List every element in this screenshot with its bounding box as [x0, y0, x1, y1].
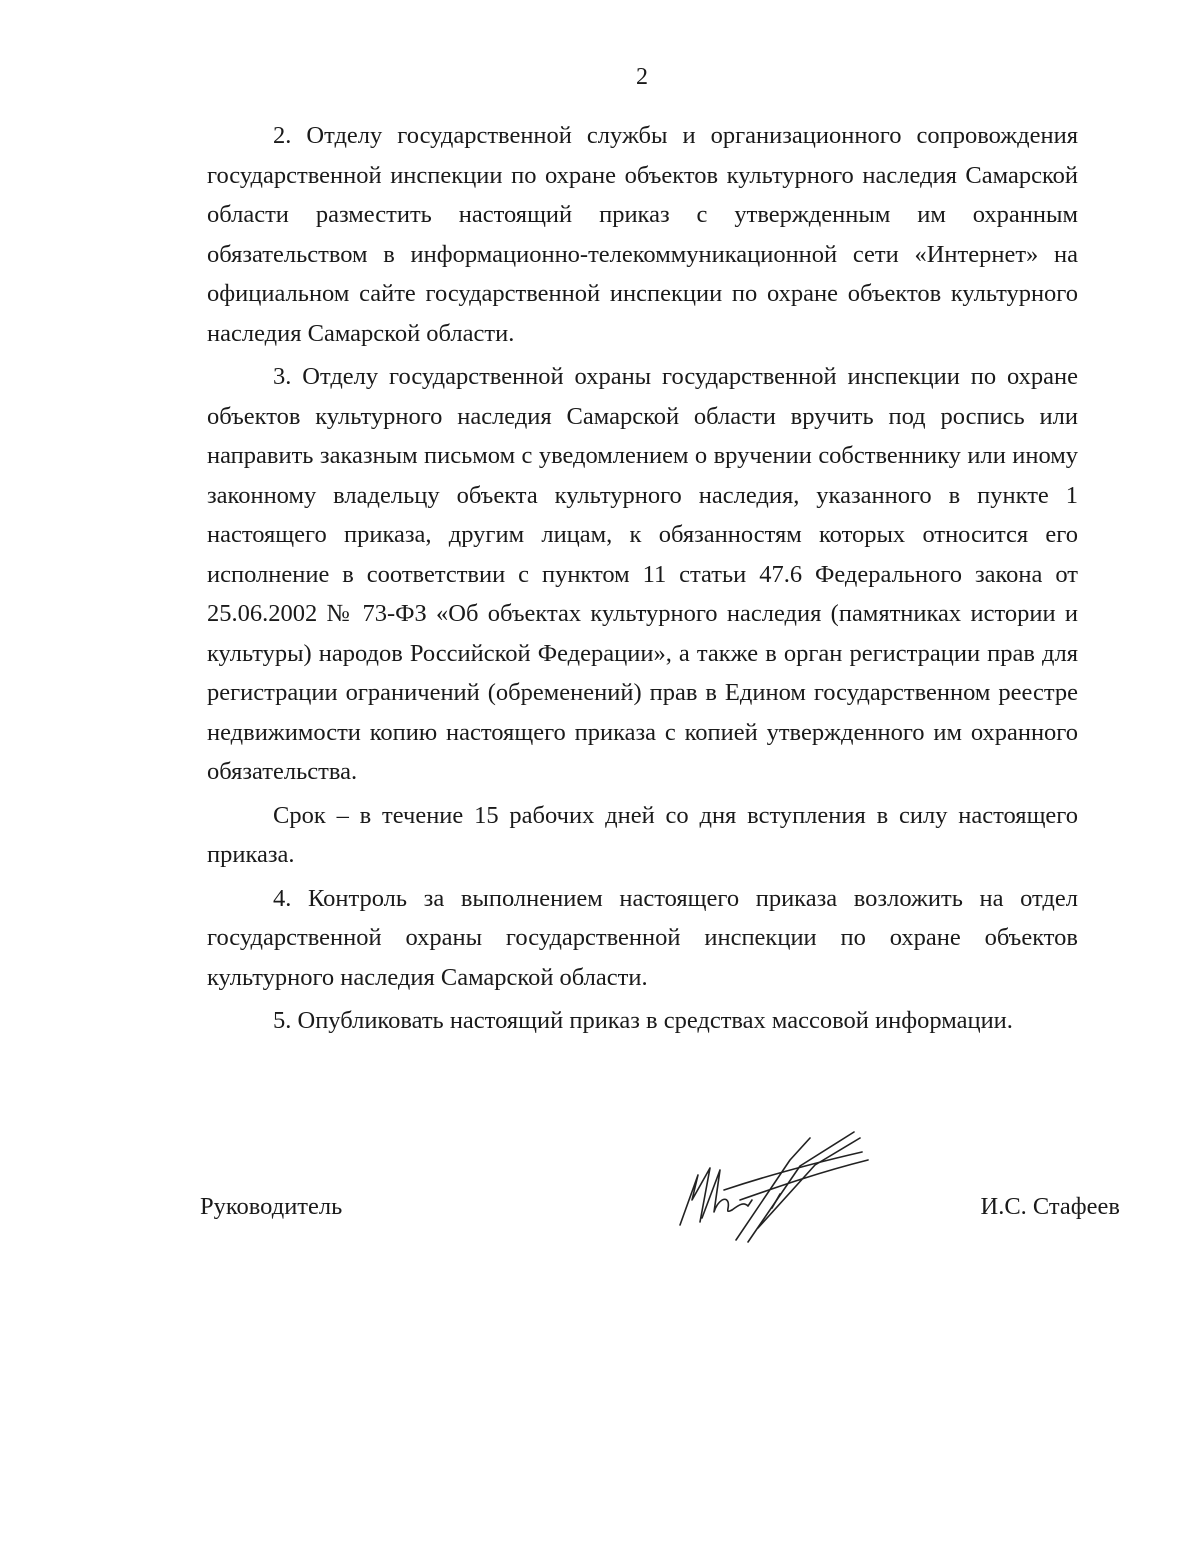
signer-name: И.С. Стафеев: [980, 1193, 1120, 1220]
paragraph-item-5: 5. Опубликовать настоящий приказ в средствах массовой информации.: [273, 1007, 1013, 1034]
signature-block: [200, 1130, 1120, 1260]
paragraph-deadline: Срок – в течение 15 рабочих дней со дня вступления в силу настоящего приказа.: [207, 801, 1078, 868]
page-number: 2: [636, 64, 648, 90]
signer-position: Руководитель: [200, 1193, 343, 1220]
handwritten-signature: [640, 1130, 870, 1250]
document-body: [207, 116, 1078, 1045]
paragraph-item-2: 2. Отделу государственной службы и организационного сопровождения государственной инспекции по охране объектов культурного наследия Самарской области разместить настоящий приказ с утвержденным им охранным обязательством в информационно-телекоммуникационной сети «Интернет» на официальном сайте государственной инспекции по охране объектов культурного наследия Самарской области.: [207, 122, 1078, 347]
paragraph-item-4: 4. Контроль за выполнением настоящего приказа возложить на отдел государственной охраны государственной инспекции по охране объектов культурного наследия Самарской области.: [207, 884, 1078, 991]
paragraph-item-3: 3. Отделу государственной охраны государственной инспекции по охране объектов культурного наследия Самарской области вручить под роспись или направить заказным письмом с уведомлением о вручении собственнику или иному законному владельцу объекта культурного наследия, указанного в пункте 1 настоящего приказа, другим лицам, к обязанностям которых относится его исполнение в соответствии с пунктом 11 статьи 47.6 Федерального закона от 25.06.2002 № 73-ФЗ «Об объектах культурного наследия (памятниках истории и культуры) народов Российской Федерации», а также в орган регистрации прав для регистрации ограничений (обременений) прав в Едином государственном реестре недвижимости копию настоящего приказа с копией утвержденного им охранного обязательства.: [207, 363, 1078, 785]
